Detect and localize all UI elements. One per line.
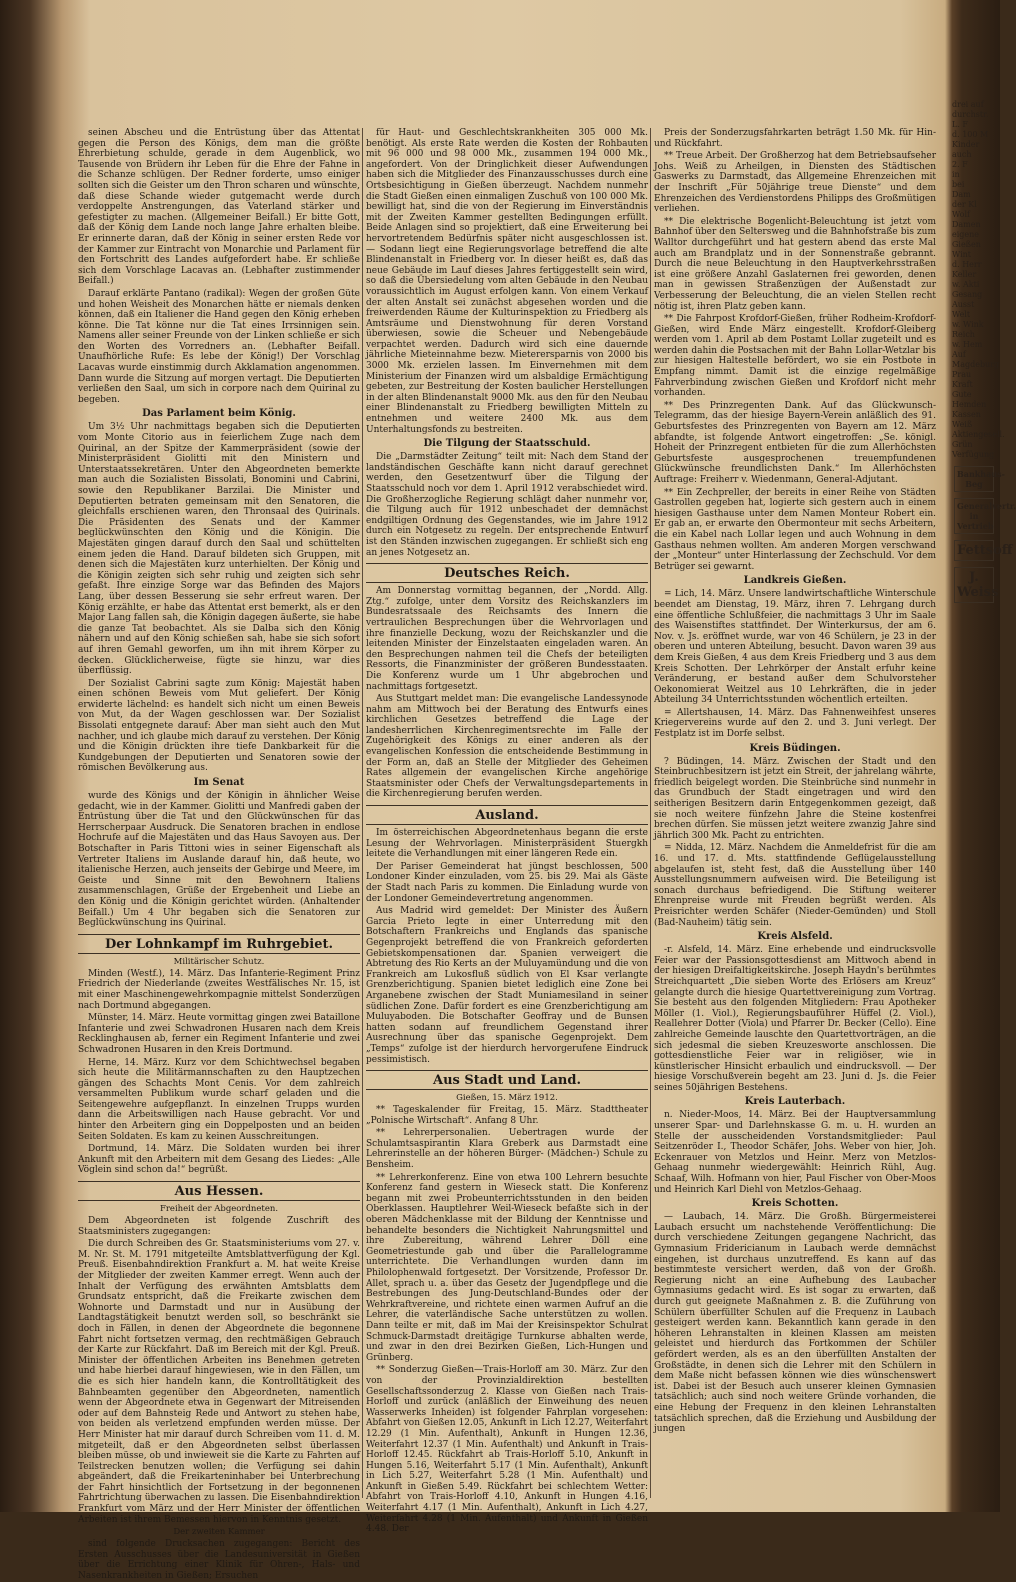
edge-text: d. Herr	[952, 260, 982, 269]
dateline: Gießen, 15. März 1912.	[456, 1093, 558, 1104]
edge-text: Kraft	[952, 380, 973, 389]
edge-ad-box: Fettsoff	[954, 540, 994, 561]
edge-ad-box: Bankhaus-Beg	[954, 466, 994, 492]
section-heading-hessen: Aus Hessen.	[78, 1181, 360, 1201]
article-paragraph: Am Donnerstag vormittag begannen, der „Nordd. Allg. Ztg.“ zufolge, unter dem Vorsitz des Reichskanzlers im Bundesratssaale des Reichsamts des Innern die vertraulichen Besprechungen über die Wehrvorlagen und ihre finanzielle Deckung, wozu der Reichskanzler und die leitenden Minister der Einzelstaaten eingeladen waren. An den Besprechungen nahmen teil die Chefs der beteiligten Ressorts, die Finanzminister der größeren Bundesstaaten. Die Konferenz wurde um 1 Uhr abgebrochen und nachmittags fortgesetzt.	[366, 586, 648, 692]
article-paragraph: ? Büdingen, 14. März. Zwischen der Stadt und den Steinbruchbesitzern ist jetzt ein Streit, der jahrelang währte, friedlich beigelegt worden. Die Steinbrüche sind nunmehr in das Grundbuch der Stadt eingetragen und wird den seitherigen Besitzern darin Entgegenkommen gezeigt, daß sie noch weitere fünfzehn Jahre die Steine kostenfrei brechen dürfen. Sie müssen jetzt weitere zwanzig Jahre sind jährlich 300 Mk. Pacht zu entrichten.	[654, 756, 936, 841]
edge-text: d. 100 M	[952, 130, 989, 139]
edge-text: Dam	[952, 190, 971, 199]
edge-text: w. Hem	[952, 340, 983, 349]
article-paragraph: ** Lehrerpersonalien. Uebertragen wurde der Schulamtsaspirantin Klara Greberk aus Darmstadt eine Lehrerinstelle an der höheren Bürger- (Mädchen-) Schule zu Bensheim.	[366, 1128, 648, 1171]
column-3	[654, 128, 936, 1508]
edge-text: Kassen	[952, 410, 981, 419]
column-2	[366, 128, 648, 1535]
article-paragraph: Darauf erklärte Pantano (radikal): Wegen der großen Güte und hohen Weisheit des Monarchen hätte er niemals denken können, daß ein Italiener die Hand gegen den König erheben könne. Die Tat könne nur die Tat eines Irrsinnigen sein. Namens aller seiner Freunde von der Linken schließe er sich den Worten des Vorredners an. (Lebhafter Beifall. Unaufhörliche Rufe: Es lebe der König!) Der Vorschlag Lacavas wurde einstimmig durch Akklamation angenommen. Dann wurde die Sitzung auf morgen vertagt. Die Deputierten verließen den Saal, um sich in corpore nach dem Quirinal zu begeben.	[78, 288, 360, 405]
edge-text: Gießen	[952, 240, 981, 249]
subheading-tilgung: Die Tilgung der Staatsschuld.	[423, 438, 591, 450]
edge-text: L. F	[952, 120, 968, 129]
edge-ad-box: J. Weiss	[954, 567, 994, 603]
edge-text: Keller	[952, 270, 977, 279]
section-heading-reich: Deutsches Reich.	[366, 563, 648, 583]
edge-text: w. Wink	[952, 320, 984, 329]
edge-text: Gute	[952, 390, 972, 399]
edge-text: drei auf	[952, 100, 984, 109]
section-heading-lohnkampf: Der Lohnkampf im Ruhrgebiet.	[78, 934, 360, 954]
edge-text: Damen	[952, 220, 981, 229]
article-paragraph: für Haut- und Geschlechtskrankheiten 305 000 Mk. benötigt. Als erste Rate werden die Kosten der Rohbauten mit 96 000 und 98 000 Mk., zusammen 194 000 Mk., angefordert. Von der Dringlichkeit dieser Aufwendungen haben sich die Mitglieder des Finanzausschusses durch eine Ortsbesichtigung in Gießen überzeugt. Nachdem nunmehr die Stadt Gießen einen einmaligen Zuschuß von 100 000 Mk. bewilligt hat, sind die von der Regierung im Einverständnis mit der Zweiten Kammer gestellten Bedingungen erfüllt. Beide Anlagen sind so projektiert, daß eine Erweiterung bei hervortretendem Bedürfnis später nicht ausgeschlossen ist. — Sodann liegt eine Regierungsvorlage betreffend die alte Blindenanstalt in Friedberg vor. In dieser heißt es, daß das neue Gebäude im Lauf dieses Jahres fertiggestellt sein wird, so daß die Übersiedelung vom alten Gebäude in den Neubau voraussichtlich im August erfolgen kann. Von einem Verkauf der alten Anstalt sei zunächst abgesehen worden und die freiwerdenden Räume der Kulturinspektion zu Friedberg als Amtsräume und Dienstwohnung für deren Vorstand überwiesen, sowie die Scheuer und Nebengebäude verpachtet werden. Dadurch wird sich eine dauernde jährliche Mieteinnahme bezw. Mieterersparnis von 2000 bis 3000 Mk. erzielen lassen. Im Einvernehmen mit dem Ministerium der Finanzen wird um alsbaldige Ermächtigung gebeten, zur Bestreitung der Kosten baulicher Herstellungen in der alten Blindenanstalt 9000 Mk. aus den für den Neubau einer Blindenanstalt zu Friedberg bewilligten Mitteln zu entnehmen und weitere 2400 Mk. aus dem Unterhaltungsfonds zu bestreiten.	[366, 128, 648, 435]
article-paragraph: Dortmund, 14. März. Die Soldaten wurden bei ihrer Ankunft mit den Arbeitern mit dem Gesang des Liedes: „Alle Vöglein sind schon da!“ begrüßt.	[78, 1144, 360, 1176]
subheading-kreis-lauterbach: Kreis Lauterbach.	[744, 1096, 846, 1108]
article-paragraph: ** Ein Zechpreller, der bereits in einer Reihe von Städten Gastrollen gegeben hat, logierte sich gestern auch in einem hiesigen Gasthause unter dem Namen Monteur Robert ein. Er gab an, er erwarte den Obermonteur mit sechs Arbeitern, die ein Kabel nach Lollar legen und auch Wohnung in dem Gasthaus nehmen wollten. Am anderen Morgen verschwand der „Monteur“ unter Hinterlassung der Zechschuld. Vor dem Betrüger sei gewarnt.	[654, 487, 936, 572]
article-paragraph: Minden (Westf.), 14. März. Das Infanterie-Regiment Prinz Friedrich der Niederlande (zweites Westfälisches Nr. 15, ist mit einer Maschinengewehrkompagnie mittelst Sonderzügen nach Dortmund abgegangen.	[78, 968, 360, 1011]
article-paragraph: = Allertshausen, 14. März. Das Fahnenweihfest unseres Kriegervereins wurde auf den 2. und 3. Juni verlegt. Der Festplatz ist im Dorfe selbst.	[654, 707, 936, 740]
article-paragraph: seinen Abscheu und die Entrüstung über das Attentat gegen die Person des Königs, dem man die größte Ehrerbietung schulde, gerade in dem Augenblick, wo Tausende von Brüdern ihr Leben für die Ehre der Fahne in die Schanze schlügen. Der Redner forderte, umso einiger sollten sich die Geister um den Thron scharen und wünschte, daß diese Schande wieder gutgemacht werde durch verdoppelte Anstrengungen, das Vaterland stärker und gefestigter zu machen. (Allgemeiner Beifall.) Er bitte Gott, daß der König dem Lande noch lange Jahre erhalten bleibe. Er erinnerte daran, daß der König in seiner ersten Rede vor der Kammer zur Eintracht von Monarchie und Parlament für den Fortschritt des Landes aufgefordert habe. Er schließe sich dem Vorschlage Lacavas an. (Lebhafter zustimmender Beifall.)	[78, 128, 360, 287]
subheading-parlament: Das Parlament beim König.	[142, 408, 296, 420]
edge-text: eigene	[952, 230, 980, 239]
edge-text: Magdeburg	[952, 360, 1000, 369]
article-paragraph: Herne, 14. März. Kurz vor dem Schichtwechsel begaben sich heute die Militärmannschaften zu den Hauptzechen gängen des Schachts Mont Cenis. Vor dem zahlreich versammelten Publikum wurde scharf geladen und die Seitengewehre aufgepflanzt. In einzelnen Trupps wurden dann die Arbeitswilligen nach Hause gebracht. Vor und hinter den Arbeitern ging ein Doppelposten und an beiden Seiten Soldaten. Es kam zu keinen Ausschreitungen.	[78, 1057, 360, 1142]
edge-text: Prau	[952, 370, 972, 379]
subheading-militaer: Militärischer Schutz.	[173, 956, 265, 967]
edge-text: Grün	[952, 440, 973, 449]
edge-text: der Kl	[952, 200, 977, 209]
article-paragraph: ** Des Prinzregenten Dank. Auf das Glückwunsch-Telegramm, das der hiesige Bayern-Verein anläßlich des 91. Geburtsfestes des Prinzregenten von Bayern am 12. März abfandte, ist folgende Antwort eingetroffen: „Se. königl. Hoheit der Prinzregent entbieten für die zum Allerhöchsten Geburtsfeste ausgesprochenen treuempfundenen Glückwünsche freundlichsten Dank.“ Im Allerhöchsten Auftrage: Freiherr v. Wiedenmann, General-Adjutant.	[654, 400, 936, 485]
edge-text: Weiß	[952, 420, 973, 429]
article-paragraph: ** Treue Arbeit. Der Großherzog hat dem Betriebsaufseher Johs. Weiß zu Arheilgen, in Diensten des Städtischen Gaswerks zu Darmstadt, das Allgemeine Ehrenzeichen mit der Inschrift „Für 50jährige treue Dienste“ und dem Ehrenzeichen des Verdienstordens Philipps des Großmütigen verliehen.	[654, 151, 936, 215]
article-paragraph: sind folgende Drucksachen zugegangen: Bericht des Ersten Ausschusses über die Landesuniversität in Gießen über die Errichtung einer Klinik für Ohren-, Hals- und Nasenkrankheiten in Gießen; Ersuchen	[78, 1539, 360, 1582]
article-paragraph: Münster, 14. März. Heute vormittag gingen zwei Bataillone Infanterie und zwei Schwadronen Husaren nach dem Kreis Recklinghausen ab, ferner ein Regiment Infanterie und zwei Schwadronen Husaren in den Kreis Dortmund.	[78, 1013, 360, 1055]
article-paragraph: Im österreichischen Abgeordnetenhaus begann die erste Lesung der Wehrvorlagen. Ministerpräsident Stuergkh leitete die Verhandlungen mit einer längeren Rede ein.	[366, 828, 648, 860]
edge-text: Hemden	[952, 400, 987, 409]
subheading-senat: Im Senat	[193, 777, 245, 789]
article-paragraph: Um 3½ Uhr nachmittags begaben sich die Deputierten vom Monte Citorio aus in feierlichem Zuge nach dem Quirinal, an der Spitze der Kammerpräsident (sowie der Ministerpräsident Giolitti mit den Ministern und Unterstaatssekretären. Unter den Abgeordneten bemerkte man auch die Sozialisten Bissolati, Bonomini und Cabrini, sowie den Republikaner Barzilai. Die Minister und Deputierten betraten gemeinsam mit den Senatoren, die gleichfalls erschienen waren, den Thronsaal des Quirinals. Die Präsidenten des Senats und der Kammer beglückwünschten den König und die Königin. Die Majestäten gingen darauf durch den Saal und schüttelten einem jeden die Hand. Darauf bildeten sich Gruppen, mit denen sich die Majestäten kurz unterhielten. Der König und die Königin zeigten sich sehr ruhig und zeigten sich sehr gefaßt. Ihre einzige Sorge war das Befinden des Majors Lang, über dessen Besserung sie sehr erfreut waren. Der König erzählte, er habe das Attentat erst bemerkt, als er den Major Lang fallen sah, die Königin dagegen äußerte, sie habe die ganze Tat beobachtet. Als sie Dalba sich den König nähern und auf den König schießen sah, habe sie sich sofort auf ihren Gemahl geworfen, um ihn mit ihrem Körper zu decken. Glücklicherweise, fügte sie hinzu, war dies überflüssig.	[78, 422, 360, 677]
subheading-kammer: Der zweiten Kammer	[173, 1527, 265, 1538]
edge-text: Verfügung	[952, 450, 995, 459]
edge-text: Gesang	[952, 290, 983, 299]
edge-text: bei	[952, 180, 965, 189]
edge-ad-box: Generalvertr. in Vertrieb	[954, 498, 994, 534]
subheading-kreis-alsfeld: Kreis Alsfeld.	[757, 931, 833, 943]
subheading-kreis-schotten: Kreis Schotten.	[751, 1198, 839, 1210]
column-divider	[362, 128, 363, 1498]
article-paragraph: wurde des Königs und der Königin in ähnlicher Weise gedacht, wie in der Kammer. Giolitti und Manfredi gaben der Entrüstung über die Tat und den Glückwünschen für das Herrscherpaar Ausdruck. Die Senatoren brachen in endlose Hochrufe auf die Majestäten und das Haus Savoyen aus. Der Botschafter in Paris Tittoni wies in seiner Eigenschaft als Vertreter Italiens im Auslande darauf hin, daß heute, wo italienische Herzen, auch jenseits der Gebirge und Meere, im Geiste und Sinne mit den Bewohnern Italiens zusammenschlagen, Grüße der Ergebenheit und Liebe an den König und die Königin gerichtet würden. (Anhaltender Beifall.) Um 4 Uhr begaben sich die Senatoren zur Beglückwünschung ins Quirinal.	[78, 791, 360, 929]
article-paragraph: ** Tageskalender für Freitag, 15. März. Stadttheater „Polnische Wirtschaft“. Anfang 8 Uhr.	[366, 1105, 648, 1126]
edge-text: Aktiengesell.	[952, 430, 1005, 439]
article-paragraph: ** Die elektrische Bogenlicht-Beleuchtung ist jetzt vom Bahnhof über den Seltersweg und die Bahnhofstraße bis zum Walltor durchgeführt und hat gestern abend das erste Mal auch am Brandplatz und in der Sonnenstraße gebrannt. Durch die neue Beleuchtung in den Hauptverkehrsstraßen ist eine größere Anzahl Gaslaternen frei geworden, denen man in gewissen Straßenzügen der Außenstadt zur Verbesserung der Beleuchtung, die an vielen Stellen recht nötig ist, ihren Platz geben kann.	[654, 216, 936, 312]
article-paragraph: Preis der Sonderzugsfahrkarten beträgt 1.50 Mk. für Hin- und Rückfahrt.	[654, 128, 936, 149]
edge-text: w. Akti	[952, 280, 980, 289]
subheading-kreis-buedingen: Kreis Büdingen.	[749, 742, 841, 754]
edge-text: Ausst	[952, 300, 975, 309]
edge-text: Kinder	[952, 140, 980, 149]
edge-text: durchstr.	[952, 110, 989, 119]
subheading-landkreis-giessen: Landkreis Gießen.	[743, 575, 847, 587]
article-paragraph: = Nidda, 12. März. Nachdem die Anmeldefrist für die am 16. und 17. d. Mts. stattfindende Geflügelausstellung abgelaufen ist, steht fest, daß die Ausstellung über 140 Ausstellungsnummern aufweisen wird. Die Beteiligung ist sonach durchaus befriedigend. Die Stiftung weiterer Ehrenpreise wurde mit Freuden begrüßt werden. Als Preisrichter werden Schäfer (Nieder-Gemünden) und Stoll (Bad-Nauheim) tätig sein.	[654, 843, 936, 928]
edge-text: Wolf	[952, 210, 971, 219]
article-paragraph: Der Sozialist Cabrini sagte zum König: Majestät haben einen schönen Beweis vom Mut geliefert. Der König erwiderte lächelnd: es handelt sich nicht um einen Beweis von Mut, da der Wagen geschlossen war. Der Sozialist Bissolati entgegnete darauf: Aber man sieht auch den Mut nachher, und ich glaube mich darauf zu verstehen. Der König und die Königin drückten ihre tiefe Dankbarkeit für die Kundgebungen der Deputierten und Senatoren sowie der römischen Bevölkerung aus.	[78, 678, 360, 774]
article-paragraph: Aus Stuttgart meldet man: Die evangelische Landessynode nahm am Mittwoch bei der Beratung des Entwurfs eines kirchlichen Gesetzes betreffend die Lage der landesherrlichen Kirchenregimentsrechte im Falle der Zugehörigkeit des Königs zu einer anderen als der evangelischen Konfession die entscheidende Bestimmung in der Form an, daß an Stelle der Mitglieder des Geheimen Rates allgemein der evangelischen Kirche angehörige Staatsminister oder Chefs der Verwaltungsdepartements in die Kirchenregierung berufen werden.	[366, 694, 648, 800]
article-paragraph: Der Pariser Gemeinderat hat jüngst beschlossen, 500 Londoner Kinder einzuladen, vom 25. bis 29. Mai als Gäste der Stadt nach Paris zu kommen. Die Einladung wurde von der Londoner Gemeindevertretung angenommen.	[366, 861, 648, 904]
article-paragraph: ** Die Fahrpost Krofdorf-Gießen, früher Rodheim-Krofdorf-Gießen, wird Ende März eingestellt. Krofdorf-Gleiberg werden vom 1. April ab dem Postamt Lollar zugeteilt und es werden dahin die Postsachen mit der Bahn Lollar-Wetzlar bis zur hiesigen Haltestelle befördert, wo sie ein Postbote in Empfang nimmt. Damit ist die einzige regelmäßige Fahrverbindung zwischen Gießen und Krofdorf nicht mehr vorhanden.	[654, 314, 936, 399]
article-paragraph: Die „Darmstädter Zeitung“ teilt mit: Nach dem Stand der landständischen Geschäfte kann nicht darauf gerechnet werden, den Gesetzentwurf über die Tilgung der Staatsschuld noch vor dem 1. April 1912 verabschiedet wird. Die Großherzogliche Regierung schlägt daher nunmehr vor, die Tilgung auch für 1912 unbeschadet der demnächst endgiltigen Ordnung des Gegenstandes, wie im Jahre 1912 durch ein Notgesetz zu regeln. Der entsprechende Entwurf ist den Ständen inzwischen zugegangen. Er schließt sich eng an jenes Notgesetz an.	[366, 452, 648, 558]
edge-text: auch	[952, 150, 972, 159]
newspaper-sheet	[70, 88, 945, 1582]
adjacent-page-edge	[952, 100, 1016, 1500]
edge-text: Wint	[952, 250, 972, 259]
edge-text: Auf	[952, 350, 966, 359]
article-paragraph: ** Sonderzug Gießen—Trais-Horloff am 30. März. Zur den von der Provinzialdirektion bestellten Gesellschaftssonderzug 2. Klasse von Gießen nach Trais-Horloff und zurück (anläßlich der Einweihung des neuen Wasserwerks Inheiden) ist folgender Fahrplan vorgesehen: Abfahrt von Gießen 12.05, Ankunft in Lich 12.27, Weiterfahrt 12.29 (1 Min. Aufenthalt), Ankunft in Hungen 12.36, Weiterfahrt 12.37 (1 Min. Aufenthalt) und Ankunft in Trais-Horloff 12.45. Rückfahrt ab Trais-Horloff 5.10, Ankunft in Hungen 5.16, Weiterfahrt 5.17 (1 Min. Aufenthalt), Ankunft in Lich 5.27, Weiterfahrt 5.28 (1 Min. Aufenthalt) und Ankunft in Gießen 5.49. Rückfahrt bei schlechtem Wetter: Abfahrt von Trais-Horloff 4.10, Ankunft in Hungen 4.16, Weiterfahrt 4.17 (1 Min. Aufenthalt), Ankunft in Lich 4.27, Weiterfahrt 4.28 (1 Min. Aufenthalt) und Ankunft in Gießen 4.48. Der	[366, 1365, 648, 1535]
edge-text: 2. F	[952, 160, 968, 169]
edge-text: in	[952, 170, 960, 179]
section-heading-ausland: Ausland.	[366, 805, 648, 825]
edge-text: Reich	[952, 330, 975, 339]
article-paragraph: Aus Madrid wird gemeldet: Der Minister des Äußern Garcia Prieto legte in einer Unterredung mit den Botschaftern Frankreichs und Englands das spanische Gegenprojekt betreffend die von Frankreich geforderten Gebietskompensationen dar. Spanien verweigert die Abtretung des Rio Kerts an der Muluyamündung und die von Frankreich am Lukosfluß südlich von El Ksar verlangte Grenzberichtigung. Spanien bietet lediglich eine Zone bei Arganebene zwischen der Stadt Muniamesiland in seiner südlichen Zone. Dafür fordert es eine Grenzberichtigung am Muluyaboden. Die Botschafter Geoffray und de Bunsen hatten sodann auf freundlichem Gegenstand ihrer Ausrechnung über das spanische Gegenprojekt. Dem „Temps“ zufolge ist der hierdurch hervorgerufene Eindruck pessimistisch.	[366, 906, 648, 1065]
column-divider	[650, 128, 651, 1498]
article-paragraph: — Laubach, 14. März. Die Großh. Bürgermeisterei Laubach ersucht um nachstehende Veröffentlichung: Die durch verschiedene Zeitungen gegangene Nachricht, das Gymnasium Fridericianum in Laubach werde demnächst eingehen, ist durchaus unzutreffend. Es kann auf das bestimmteste versichert werden, daß von der Großh. Regierung nicht an eine Aufhebung des Laubacher Gymnasiums gedacht wird. Es ist sogar zu erwarten, daß durch gut geeignete Maßnahmen z. B. die Zuführung von Schülern überfüllter Schulen auf die Frequenz in Laubach gesteigert werden kann. Bekanntlich kann gerade in den höheren Lehranstalten in kleinen Klassen am meisten geleistet und hierdurch das Fortkommen der Schüler gefördert werden, als es an den überfüllten Anstalten der Großstädte, in denen sich die Lehrer mit den Schülern in dem Maße nicht befassen können wie dies wünschenswert ist. Dabei ist der Besuch auch unserer kleinen Gymnasien tatsächlich; auch sind noch weitere Gründe vorhanden, die eine Hebung der Frequenz in den kleinen Lehranstalten tatsächlich sprechen, daß die Erziehung und Ausbildung der jungen	[654, 1212, 936, 1435]
article-paragraph: Die durch Schreiben des Gr. Staatsministeriums vom 27. v. M. Nr. St. M. 1791 mitgeteilte Amtsblattverfügung der Kgl. Preuß. Eisenbahndirektion Frankfurt a. M. hat weite Kreise der Mitglieder der zweiten Kammer erregt. Wenn auch der Inhalt der Verfügung des erwähnten Amtsblatts dem Grundsatz entspricht, daß die Freikarte zwischen dem Wohnorte und Darmstadt und nur in Ausübung der Landtagstätigkeit benutzt werden soll, so beschränkt sie doch in Fällen, in denen der Abgeordnete die begonnene Fahrt nicht fortsetzen vermag, den rechtmäßigen Gebrauch der Karte zur Rückfahrt. Daß im Bereich mit der Kgl. Preuß. Minister der öffentlichen Arbeiten ins Benehmen getreten und habe hierbei darauf hingewiesen, wie in den Fällen, um die es sich hier handeln kann, die Kontrolltätigkeit des Bahnbeamten gegenüber den Abgeordneten, namentlich wenn der Abgeordnete etwa in Gegenwart der Mitreisenden oder auf dem Bahnsteig Rede und Antwort zu stehen habe, von beiden als verletzend empfunden werden müsse. Der Herr Minister hat mir darauf durch Schreiben vom 11. d. M. mitgeteilt, daß er den Abgeordneten selbst überlassen bleiben müsse, ob und inwieweit sie die Karte zu Fahrten auf Teilstrecken benutzen wollen; die Verfügung sei dahin abgeändert, daß die Freikarteninhaber bei Unterbrechung der Fahrt hinsichtlich der Fortsetzung in der begonnenen Fahrtrichtung überwachen zu lassen. Die Eisenbahndirektion Frankfurt vom März und der Herr Minister der öffentlichen Arbeiten ist ihrem Bemessen hiervon in Kenntnis gesetzt.	[78, 1239, 360, 1525]
section-heading-stadt-und-land: Aus Stadt und Land.	[366, 1070, 648, 1090]
article-paragraph: ** Lehrerkonferenz. Eine von etwa 100 Lehrern besuchte Konferenz fand gestern in Wieseck statt. Die Konferenz begann mit zwei Probeunterrichtsstunden in den beiden Oberklassen. Hauptlehrer Weil-Wieseck befaßte sich in der oberen Mädchenklasse mit der Bildung der Kenntnisse und behandelte besonders die Nichtigkeit Nahrungsmittel und ihre Zubereitung, während Lehrer Döll eine Geometriestunde gab und über die Parallelogramme unterrichtete. Die Verhandlungen wurden dann im Philolophenwald fortgesetzt. Der Vorsitzende, Professor Dr. Allet, sprach u. a. über das Gesetz der Jugendpflege und die Bestrebungen des Jung-Deutschland-Bundes oder der Wehrkraftvereine, und richtete einen warmen Aufruf an die Lehrer, die vaterländische Sache unterstützen zu wollen. Dann teilte er mit, daß im Mai der Kreisinspektor Schulrat Schmuck-Darmstadt dreitägige Turnkurse abhalten werde, und zwar in den drei Bezirken Gießen, Lich-Hungen und Grünberg.	[366, 1172, 648, 1363]
article-paragraph: -r. Alsfeld, 14. März. Eine erhebende und eindrucksvolle Feier war der Passionsgottesdienst am Mittwoch abend in der hiesigen Dreifaltigkeitskirche. Joseph Haydn's berühmtes Streichquartett „Die sieben Worte des Erlösers am Kreuz“ gelangte durch die hiesige Quartettvereinigung zum Vortrag. Sie besteht aus den folgenden Mitgliedern: Frau Apotheker Möller (1. Viol.), Regierungsbauführer Hüffel (2. Viol.), Reallehrer Dotter (Viola) und Pfarrer Dr. Becker (Cello). Eine zahlreiche Gemeinde lauschte den Quartettvorträgen, an die sich jedesmal die sieben Kreuzesworte anschlossen. Die gottesdienstliche Feier war in religiöser, wie in künstlerischer Hinsicht erbaulich und eindrucksvoll. — Der hiesige Vorschußverein begeht am 23. Juni d. Js. die Feier seines 50jährigen Bestehens.	[654, 945, 936, 1093]
article-paragraph: n. Nieder-Moos, 14. März. Bei der Hauptversammlung unserer Spar- und Darlehnskasse G. m. u. H. wurden an Stelle der ausscheidenden Vorstandsmitglieder: Paul Seitzenröder I., Theodor Schäfer, Johs. Weber von hier, Joh. Eckenrauer von Metzlos und Heinr. Merz von Metzlos-Gehaag nunmehr wiedergewählt: Heinrich Rühl, Aug. Schaaf, Wilh. Hofmann von hier, Paul Fischer von Ober-Moos und Heinrich Karl Diehl von Metzlos-Gehaag.	[654, 1110, 936, 1195]
column-1	[78, 128, 360, 1582]
edge-text: Welt	[952, 310, 971, 319]
article-paragraph: Dem Abgeordneten ist folgende Zuschrift des Staatsministers zugegangen:	[78, 1216, 360, 1237]
article-paragraph: = Lich, 14. März. Unsere landwirtschaftliche Winterschule beendet am Dienstag, 19. März, ihren 7. Lehrgang durch eine öffentliche Schlußfeier, die nachmittags 3 Uhr im Saale des Waisenstiftes stattfindet. Der Winterkursus, der am 6. Nov. v. Js. eröffnet wurde, war von 46 Schülern, je 23 in der oberen und unteren Abteilung, besucht. Davon waren 39 aus dem Kreis Gießen, 4 aus dem Kreis Friedberg und 3 aus dem Kreis Schotten. Der Lehrkörper der Anstalt erfuhr keine Veränderung, er bestand außer dem Schulvorsteher Oekonomierat Weitzel aus 10 Lehrkräften, die in jeder Abteilung 34 Unterrichtsstunden wöchentlich erteilten.	[654, 589, 936, 706]
subheading-freiheit: Freiheit der Abgeordneten.	[159, 1204, 279, 1215]
